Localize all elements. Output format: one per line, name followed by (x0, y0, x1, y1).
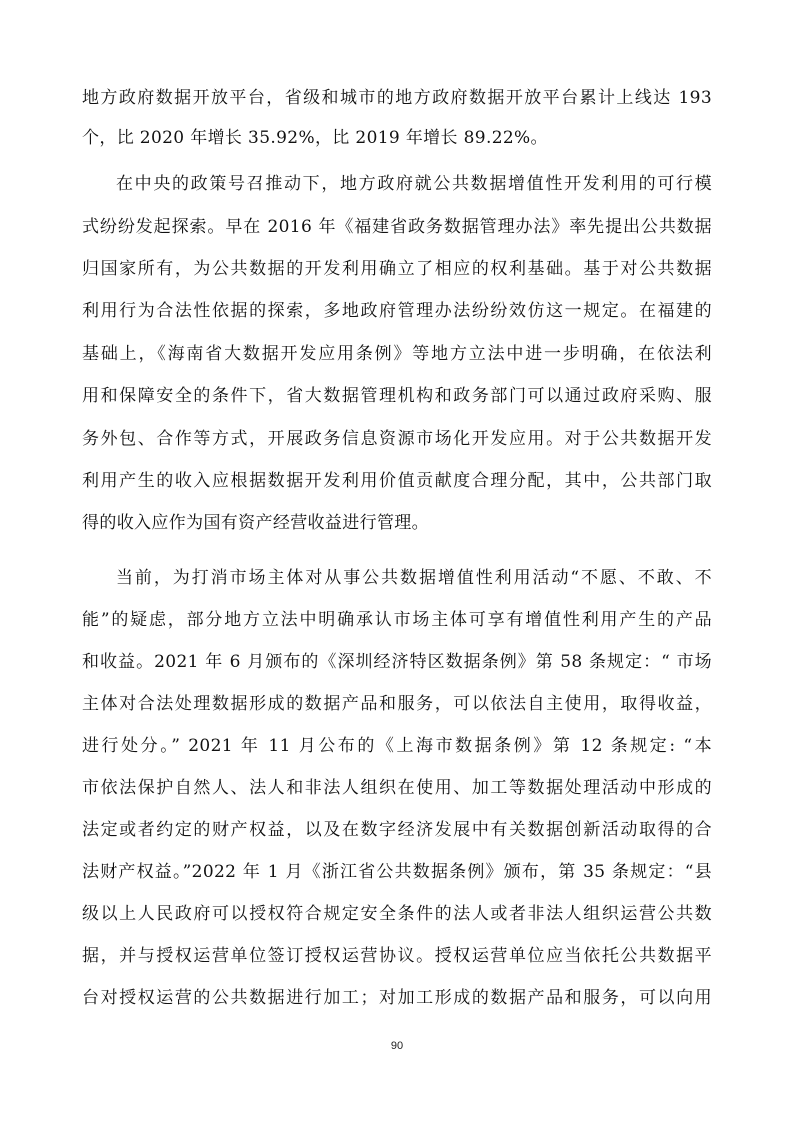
paragraph-2-line-1: 在中央的政策号召推动下，地方政府就公共数据增值性开发利用的可行模 (116, 174, 712, 194)
paragraph-3-line-4: 主体对合法处理数据形成的数据产品和服务，可以依法自主使用，取得收益， (82, 694, 712, 714)
paragraph-3-line-1: 当前，为打消市场主体对从事公共数据增值性利用活动“不愿、不敢、不 (116, 568, 712, 588)
paragraph-1-line-1: 地方政府数据开放平台，省级和城市的地方政府数据开放平台累计上线达 193 (82, 88, 712, 108)
paragraph-3-line-7: 法定或者约定的财产权益，以及在数字经济发展中有关数据创新活动取得的合 (82, 820, 712, 840)
paragraph-3-line-9: 级以上人民政府可以授权符合规定安全条件的法人或者非法人组织运营公共数 (82, 904, 712, 924)
paragraph-3-line-6: 市依法保护自然人、法人和非法人组织在使用、加工等数据处理活动中形成的 (82, 778, 712, 798)
paragraph-3-line-10: 据，并与授权运营单位签订授权运营协议。授权运营单位应当依托公共数据平 (82, 946, 712, 966)
paragraph-3-line-11: 台对授权运营的公共数据进行加工；对加工形成的数据产品和服务，可以向用 (82, 988, 712, 1008)
paragraph-2-line-9: 得的收入应作为国有资产经营收益进行管理。 (82, 513, 429, 533)
paragraph-3-line-5: 进行处分。” 2021 年 11 月公布的《上海市数据条例》第 12 条规定: “本 (82, 736, 712, 756)
paragraph-1-line-2: 个，比 2020 年增长 35.92%，比 2019 年增长 89.22%。 (82, 128, 548, 148)
paragraph-2-line-2: 式纷纷发起探索。早在 2016 年《福建省政务数据管理办法》率先提出公共数据 (82, 217, 712, 237)
paragraph-3-line-3: 和收益。2021 年 6 月颁布的《深圳经济特区数据条例》第 58 条规定：“ 市场 (82, 652, 712, 672)
paragraph-2-line-8: 利用产生的收入应根据数据开发利用价值贡献度合理分配，其中，公共部门取 (82, 471, 712, 491)
paragraph-2-line-5: 基础上，《海南省大数据开发应用条例》等地方立法中进一步明确，在依法利 (82, 344, 712, 364)
paragraph-3-line-2: 能”的疑虑，部分地方立法中明确承认市场主体可享有增值性利用产生的产品 (82, 610, 712, 630)
paragraph-2-line-3: 归国家所有，为公共数据的开发利用确立了相应的权利基础。基于对公共数据 (82, 259, 712, 279)
paragraph-2-line-7: 务外包、合作等方式，开展政务信息资源市场化开发应用。对于公共数据开发 (82, 429, 712, 449)
paragraph-3-line-8: 法财产权益。”2022 年 1 月《浙江省公共数据条例》颁布，第 35 条规定：“县 (82, 862, 712, 882)
page-number: 90 (390, 1040, 404, 1052)
paragraph-2-line-4: 利用行为合法性依据的探索，多地政府管理办法纷纷效仿这一规定。在福建的 (82, 301, 712, 321)
paragraph-2-line-6: 用和保障安全的条件下，省大数据管理机构和政务部门可以通过政府采购、服 (82, 386, 712, 406)
